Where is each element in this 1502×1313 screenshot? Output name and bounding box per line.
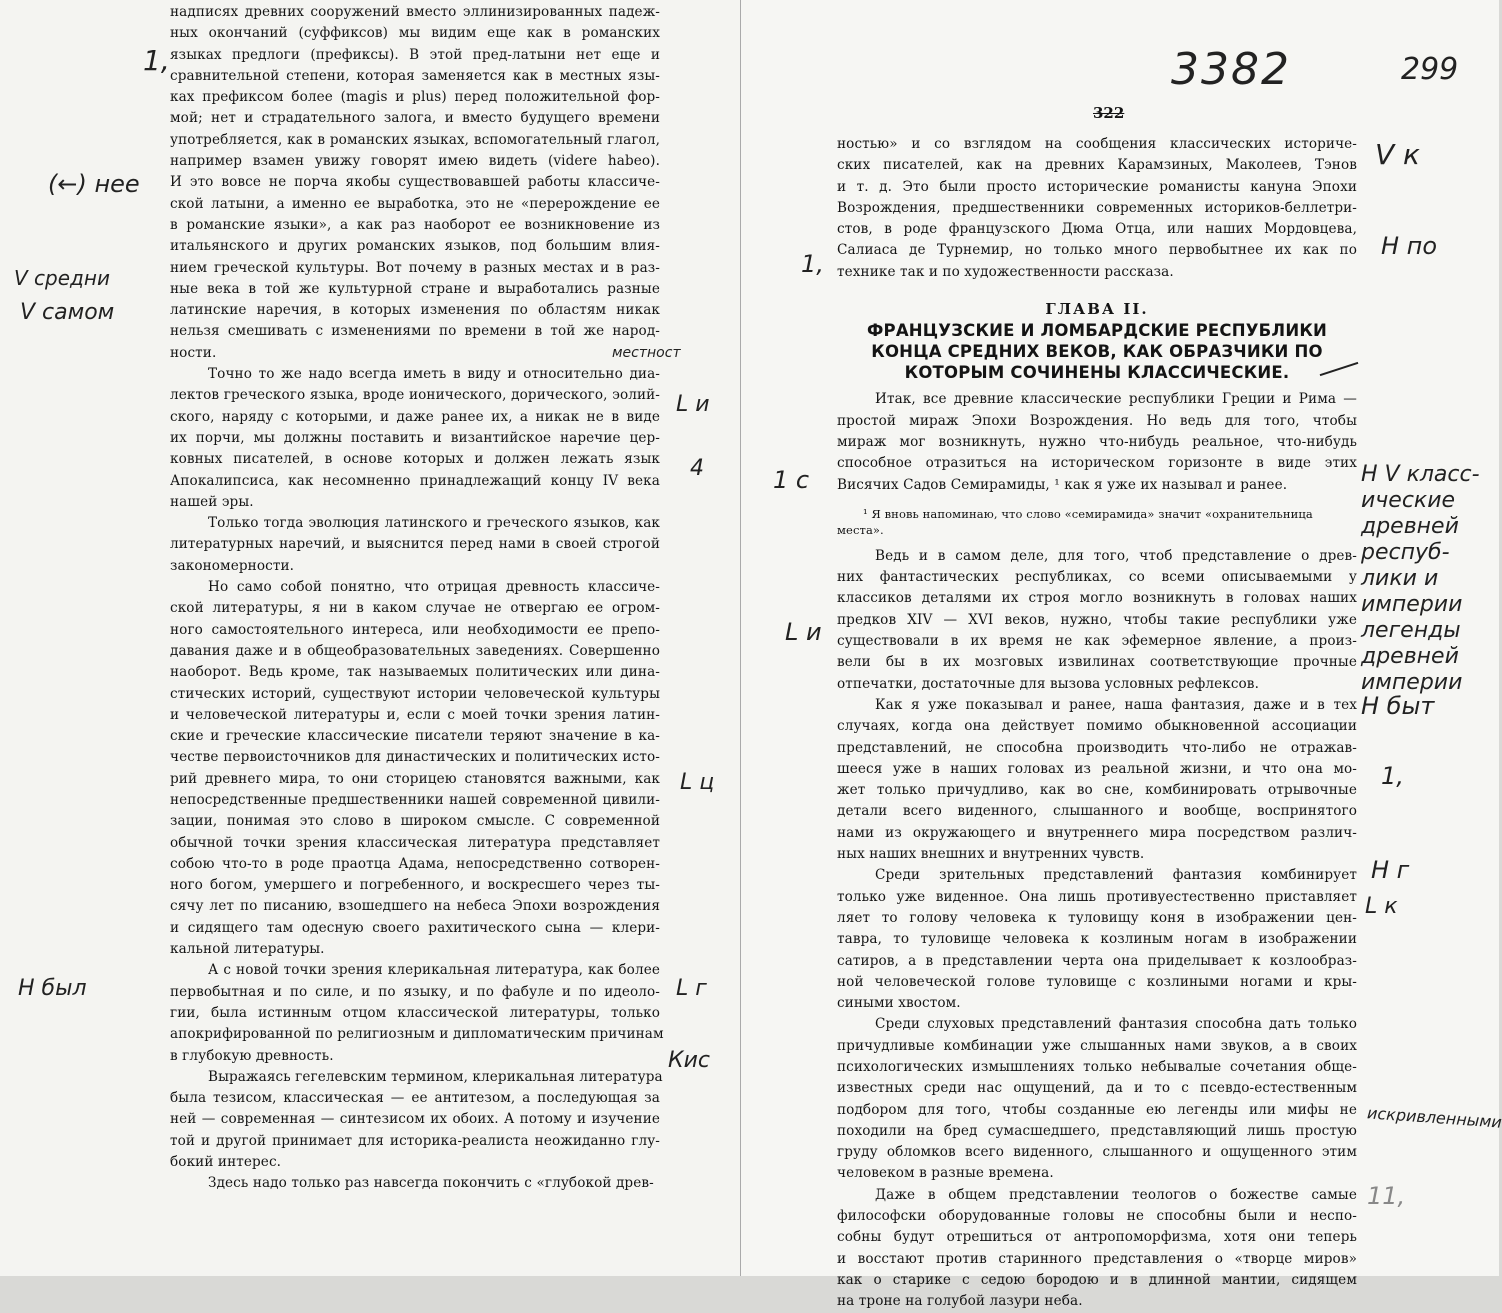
- margin-note-9: L г: [676, 976, 707, 1001]
- text-line: И это вовсе не порча якобы существовавшей работы классиче-: [170, 174, 660, 191]
- text-line: языках предлоги (префиксы). В этой пред-латыни нет еще и: [170, 46, 660, 63]
- chapter-title-line: КОТОРЫМ СОЧИНЕНЫ КЛАССИЧЕСКИЕ.: [904, 363, 1290, 383]
- margin-note-7: 4: [690, 456, 704, 481]
- text-line: существовали в их время не как эфемерное явление, а произ-: [837, 633, 1357, 650]
- text-line: первобытная и по силе, и по языку, и по фабуле и по идеоло-: [170, 983, 660, 1000]
- text-line: кальной литературы.: [170, 941, 325, 958]
- footnote: [837, 506, 1357, 538]
- text-line: их порчи, мы должны поставить и византийское наречие цер-: [170, 429, 660, 446]
- margin-note-r5: Н V класс- ические древней респуб- лики и империи легенды древней империи: [1361, 462, 1480, 695]
- text-line: надписях древних сооружений вместо эллинизированных падеж-: [170, 4, 660, 20]
- margin-note-r2: Н по: [1381, 232, 1438, 260]
- margin-note-2: (←) нее: [48, 170, 140, 198]
- text-line: той и другой принимает для историка-реалиста неожиданно глу-: [170, 1132, 660, 1149]
- margin-note-r9: Н г: [1371, 856, 1410, 884]
- text-line: ские и греческие классические писатели теряют значение в ка-: [170, 728, 660, 745]
- text-line: Ведь и в самом деле, для того, чтоб представление о древ-: [875, 547, 1357, 564]
- text-line: известных среди нас ощущений, да и то с псевдо-естественным: [837, 1080, 1357, 1097]
- text-line: обычной точки зрения классическая литература представляет: [170, 834, 660, 851]
- text-line: рий древнего мира, то они сторицею становятся важными, как: [170, 770, 660, 787]
- text-line: ляет то голову человека к туловищу коня в изображении цен-: [837, 909, 1357, 926]
- text-line: и восстают против старинного представления о «творце миров»: [837, 1250, 1357, 1267]
- text-line: итальянского и других романских языков, под большим влия-: [170, 238, 660, 255]
- text-line: шееся уже в наших головах из реальной жизни, и что она мо-: [837, 760, 1357, 777]
- text-line: Как я уже показывал и ранее, наша фантазия, даже и в тех: [875, 696, 1357, 713]
- text-line: предков XIV — XVI веков, нужно, чтобы такие республики уже: [837, 611, 1357, 628]
- text-line: ских писателей, как на древних Карамзиных, Маколеев, Тэнов: [837, 157, 1357, 174]
- text-line: например взамен увижу говорят имею видеть (videre habeo).: [170, 153, 660, 170]
- margin-note-r4: 1 с: [773, 466, 810, 494]
- text-line: ностью» и со взглядом на сообщения классических историче-: [837, 136, 1357, 152]
- text-line: сиными хвостом.: [837, 995, 961, 1012]
- printed-page-number: 322: [1093, 104, 1125, 122]
- text-line: мой; нет и страдательного залога, и вместо будущего времени: [170, 110, 660, 127]
- text-line: непосредственные предшественники нашей современной цивили-: [170, 791, 660, 808]
- text-line: ные века в той же культурной стране и выработались разные: [170, 280, 660, 297]
- text-line: человеком в разные времена.: [837, 1165, 1054, 1182]
- margin-note-r8: 1,: [1381, 762, 1404, 790]
- text-line: Возрождения, предшественники современных историков-беллетри-: [837, 199, 1357, 216]
- text-line: в глубокую древность.: [170, 1047, 334, 1064]
- body-text: [837, 546, 1357, 1313]
- text-line: и т. д. Это были просто исторические романисты кануна Эпохи: [837, 178, 1357, 195]
- text-line: была тезисом, классическая — ее антитезом, а последующая за: [170, 1090, 660, 1107]
- margin-note-r1: V к: [1375, 138, 1420, 171]
- text-line: сравнительной степени, которая заменяется как в местных язы-: [170, 67, 660, 84]
- text-line: психологических измышлениях только небывалые сочетания обще-: [837, 1058, 1357, 1075]
- margin-note-10: Н был: [18, 976, 87, 1001]
- margin-note-5: местност: [612, 345, 681, 361]
- margin-note-1: 1,: [143, 44, 170, 77]
- text-line: Апокалипсиса, как несомненно принадлежащий концу IV века: [170, 472, 660, 489]
- text-line: Точно то же надо всегда иметь в виду и относительно диа-: [208, 366, 660, 383]
- text-line: груду обломков всего виденного, слышанного и ощущенного этим: [837, 1144, 1357, 1161]
- margin-note-r6: L и: [785, 618, 822, 646]
- margin-note-8: L ц: [680, 770, 715, 795]
- text-line: Салиаса де Турнемир, но только много первобытнее их как по: [837, 242, 1357, 259]
- text-line: Даже в общем представлении теологов о божестве самые: [875, 1186, 1357, 1203]
- text-line: сатиров, а в представлении черта она приделывает к козлообраз-: [837, 952, 1357, 969]
- text-line: нельзя смешивать с изменениями по времени в той же народ-: [170, 323, 660, 340]
- text-line: детали всего виденного, слышанного и вообще, воспринятого: [837, 803, 1357, 820]
- text-line: вели бы в их мозговых извилинах соответствующие прочные: [837, 654, 1357, 671]
- text-line: Висячих Садов Семирамиды, ¹ как я уже их называл и ранее.: [837, 476, 1288, 493]
- margin-note-3: V средни: [14, 266, 110, 290]
- right-page-text: [837, 134, 1357, 1313]
- margin-note-4: V самом: [20, 300, 115, 325]
- text-line: на троне на голубой лазури неба.: [837, 1293, 1083, 1310]
- text-line: них фантастических республиках, со всеми описываемыми у: [837, 569, 1357, 586]
- text-line: наоборот. Ведь кроме, так называемых политических или дина-: [170, 664, 660, 681]
- text-line: Выражаясь гегелевским термином, клерикальная литература: [208, 1068, 663, 1085]
- text-line: и человеческой литературы и, если с моей точки зрения латин-: [170, 706, 660, 723]
- text-line: причудливые комбинации уже слышанных нами звуков, а в своих: [837, 1037, 1357, 1054]
- text-line: гии, была истинным отцом классической литературы, только: [170, 1004, 660, 1021]
- text-line: нами из окружающего и внутреннего мира посредством различ-: [837, 824, 1357, 841]
- text-line: как о старике с седою бородою и в длинной мантии, сидящем: [837, 1271, 1357, 1288]
- text-line: собою что-то в роде праотца Адама, непосредственно сотворен-: [170, 855, 660, 872]
- margin-note-r11: искривленными: [1366, 1103, 1502, 1132]
- text-line: отпечатки, достаточные для вызова условных рефлексов.: [837, 675, 1259, 692]
- text-line: Но само собой понятно, что отрицая древность классиче-: [208, 579, 660, 596]
- text-line: Среди зрительных представлений фантазия комбинирует: [875, 867, 1357, 884]
- text-line: литературных наречий, и выяснится перед нами в своей строгой: [170, 536, 660, 553]
- text-line: бокий интерес.: [170, 1154, 282, 1171]
- text-line: жет только причудливо, как во сне, комбинировать отрывочные: [837, 782, 1357, 799]
- text-line: апокрифированной по религиозным и дипломатическим причинам: [170, 1026, 664, 1043]
- footnote-line: места».: [837, 522, 884, 537]
- text-line: ской литературы, я ни в каком случае не отвергаю ее огром-: [170, 600, 660, 617]
- text-line: стов, в роде французского Дюма Отца, или наших Мордовцева,: [837, 221, 1357, 238]
- text-line: А с новой точки зрения клерикальная литература, как более: [208, 962, 660, 979]
- text-line: Итак, все древние классические республики Греции и Рима —: [875, 391, 1357, 408]
- text-line: нашей эры.: [170, 493, 254, 510]
- footnote-line: ¹ Я вновь напоминаю, что слово «семирамида» значит «охранительница: [863, 506, 1313, 521]
- text-line: классиков деталями их строя могло возникнуть в головах наших: [837, 590, 1357, 607]
- text-line: ской латыни, а именно ее выработка, это не «перерождение ее: [170, 195, 660, 212]
- text-line: стических историй, существуют истории человеческой культуры: [170, 685, 660, 702]
- text-line: походили на бред сумасшедшего, представляющий лишь простую: [837, 1122, 1357, 1139]
- margin-note-11: Кис: [668, 1048, 711, 1073]
- margin-note-r12: 11,: [1367, 1182, 1406, 1210]
- text-line: ной человеческой голове туловище с козлиными ногами и кры-: [837, 973, 1357, 990]
- margin-note-r10: L к: [1365, 894, 1398, 919]
- text-line: нием греческой культуры. Вот почему в разных местах и в раз-: [170, 259, 660, 276]
- text-line: Среди слуховых представлений фантазия способна дать только: [875, 1016, 1357, 1033]
- text-line: ного богом, умершего и погребенного, и воскресшего через ты-: [170, 877, 660, 894]
- text-line: лектов греческого языка, вроде ионического, дорического, эолий-: [170, 387, 660, 404]
- chapter-label: ГЛАВА II.: [1045, 300, 1149, 319]
- text-line: ского, наряду с которыми, и даже ранее их, а никак не в виде: [170, 408, 660, 425]
- text-line: случаях, когда она действует помимо обыкновенной ассоциации: [837, 718, 1357, 735]
- text-line: представлений, не способна производить что-либо не отражав-: [837, 739, 1357, 756]
- text-line: зации, понимая это слово в широком смысле. С современной: [170, 813, 660, 830]
- margin-note-6: L и: [676, 392, 710, 417]
- text-line: ных окончаний (суффиксов) мы видим еще как в романских: [170, 25, 660, 42]
- intro-paragraph: [837, 134, 1357, 283]
- text-line: давания даже и в общеобразовательных заведениях. Совершенно: [170, 642, 660, 659]
- text-line: ного самостоятельного интереса, или необходимости ее препо-: [170, 621, 660, 638]
- text-line: сячу лет по писанию, взошедшего на небеса Эпохи возрождения: [170, 898, 660, 915]
- text-line: употребляется, как в романских языках, вспомогательный глагол,: [170, 131, 660, 148]
- margin-note-r3: 1,: [801, 250, 824, 278]
- handwritten-page-number-alt: 299: [1401, 52, 1459, 87]
- text-line: тавра, то туловище человека к козлиным ногам в изображении: [837, 931, 1357, 948]
- text-line: собны будут отрешиться от антропоморфизма, хотя они теперь: [837, 1229, 1357, 1246]
- text-line: в романские языки», а как раз наоборот ее возникновение из: [170, 216, 660, 233]
- left-book-page: [0, 0, 741, 1276]
- text-line: мираж мог возникнуть, нужно что-нибудь реальное, что-нибудь: [837, 433, 1357, 450]
- margin-note-r7: Н быт: [1361, 692, 1435, 720]
- right-book-page: [741, 0, 1502, 1310]
- chapter-title: [837, 320, 1357, 383]
- text-line: технике так и по художественности рассказа.: [837, 263, 1174, 280]
- text-line: простой мираж Эпохи Возрождения. Но ведь для того, чтобы: [837, 412, 1357, 429]
- text-line: закономерности.: [170, 557, 295, 574]
- text-line: ках префиксом более (magis и plus) перед положительной фор-: [170, 89, 660, 106]
- text-line: философски оборудованные головы не способны были и неспо-: [837, 1208, 1357, 1225]
- text-line: ности.: [170, 344, 217, 361]
- first-paragraph: [837, 389, 1357, 495]
- left-page-text: [170, 2, 664, 1195]
- chapter-title-line: ФРАНЦУЗСКИЕ И ЛОМБАРДСКИЕ РЕСПУБЛИКИ: [866, 321, 1328, 341]
- text-line: ней — современная — синтезисом их обоих. А потому и изучение: [170, 1111, 660, 1128]
- handwritten-page-number: 3382: [1171, 44, 1291, 95]
- text-line: только уже виденное. Она лишь противуестественно приставляет: [837, 888, 1357, 905]
- text-line: способное отразиться на историческом горизонте в виде этих: [837, 455, 1357, 472]
- text-line: Здесь надо только раз навсегда покончить с «глубокой древ-: [208, 1175, 654, 1192]
- text-line: подбором для того, чтобы созданные ею легенды или мифы не: [837, 1101, 1357, 1118]
- text-line: честве первоисточников для династических и политических исто-: [170, 749, 660, 766]
- text-line: и сидящего там одесную своего рахитического сына — клери-: [170, 919, 660, 936]
- text-line: ковных писателей, в основе которых и должен лежать язык: [170, 451, 660, 468]
- text-line: Только тогда эволюция латинского и греческого языков, как: [208, 515, 660, 532]
- text-line: латинские наречия, в которых изменения по областям никак: [170, 302, 660, 319]
- text-line: ных наших внешних и внутренних чувств.: [837, 846, 1145, 863]
- chapter-title-line: КОНЦА СРЕДНИХ ВЕКОВ, КАК ОБРАЗЧИКИ ПО: [871, 342, 1323, 362]
